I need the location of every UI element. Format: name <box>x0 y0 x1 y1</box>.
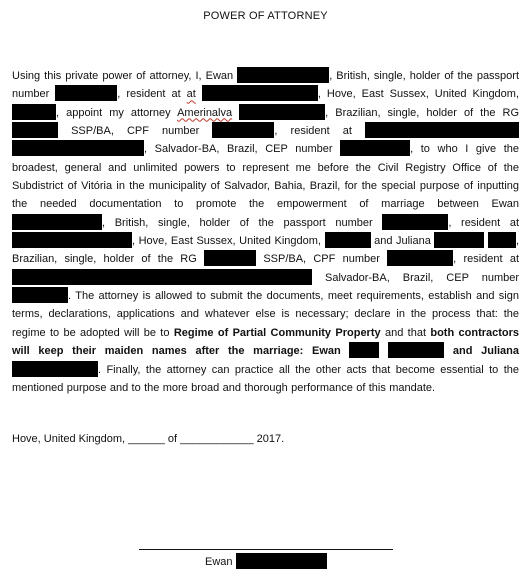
redaction-block <box>325 232 371 248</box>
redaction-block <box>349 342 379 358</box>
redaction-block <box>12 269 312 285</box>
redaction-block <box>236 553 327 569</box>
body-text: and Juliana <box>374 235 431 248</box>
redaction-block <box>202 85 318 101</box>
body-text: , Hove, East Sussex, United Kingdom, <box>317 88 520 101</box>
body-text: Using this private power of attorney, I, Ewan <box>12 70 234 82</box>
body-text: SSP/BA, CPF number <box>263 253 380 266</box>
body-text: , resident at <box>448 216 520 229</box>
redaction-block <box>12 232 132 248</box>
redaction-block <box>434 232 484 248</box>
redaction-block <box>212 122 274 138</box>
body-text: , Brazilian, single, holder of the RG <box>325 106 520 119</box>
body-text: , Brazilian, single, holder of the RG <box>12 235 520 266</box>
date-line: Hove, United Kingdom, ______ of ____________ 2017. <box>12 433 285 445</box>
signer-first-name: Ewan <box>205 556 233 568</box>
body-text: , Salvador-BA, Brazil, CEP number <box>144 143 333 156</box>
redaction-block <box>12 214 102 230</box>
body-text: and that <box>384 326 427 339</box>
body-text: , British, single, holder of the passport number <box>12 70 520 101</box>
body-text: , resident at <box>117 88 181 101</box>
bold-text: and Juliana <box>452 345 520 358</box>
body-text: , resident at <box>274 125 352 138</box>
signature-line <box>139 549 393 550</box>
redaction-block <box>239 104 325 120</box>
redaction-block <box>12 122 58 138</box>
body-text: , Hove, East Sussex, United Kingdom, <box>132 235 321 248</box>
redaction-block <box>340 140 410 156</box>
redaction-block <box>388 342 444 358</box>
body-text: . The attorney is allowed to submit the documents, meet requirements, establish and sign terms, declarations, applications and whatever else is necessary; declare in the process that: the regime to be adopted will be to <box>12 290 519 339</box>
redaction-block <box>488 232 516 248</box>
document-title: POWER OF ATTORNEY <box>203 10 328 22</box>
body-text: Salvador-BA, Brazil, CEP number <box>324 271 520 284</box>
redaction-block <box>204 250 256 266</box>
redaction-block <box>365 122 519 138</box>
redaction-block <box>12 287 68 303</box>
redaction-block <box>387 250 453 266</box>
body-text: , British, single, holder of the passport number <box>102 216 373 229</box>
redaction-block <box>12 140 144 156</box>
redaction-block <box>55 85 117 101</box>
body-text: Amerinalva <box>177 106 233 119</box>
signer-name <box>205 553 327 569</box>
document-body <box>12 67 519 397</box>
redaction-block <box>12 104 56 120</box>
body-text: , appoint my attorney <box>56 106 171 119</box>
body-text: SSP/BA, CPF number <box>71 125 200 138</box>
bold-text: Regime of Partial Community Property <box>173 326 381 339</box>
redaction-block <box>382 214 448 230</box>
body-text: at <box>186 88 196 101</box>
body-text: , resident at <box>453 253 520 266</box>
redaction-block <box>237 67 329 83</box>
body-text: . Finally, the attorney can practice all the other acts that become essential to the mentioned purpose and to the more broad and thorough performance of this mandate. <box>12 363 519 394</box>
bold-text: both contractors will keep their maiden names after the marriage: Ewan <box>12 326 520 358</box>
redaction-block <box>12 361 98 377</box>
body-text: , to who I give the broadest, general and unlimited powers to represent me before the Civil Registry Office of the Subdistrict of Vitória in the municipality of Salvador, Bahia, Brazil, for the special purpose of inputting the needed documentation to promote the empowerment of marriage between Ewan <box>12 143 519 211</box>
